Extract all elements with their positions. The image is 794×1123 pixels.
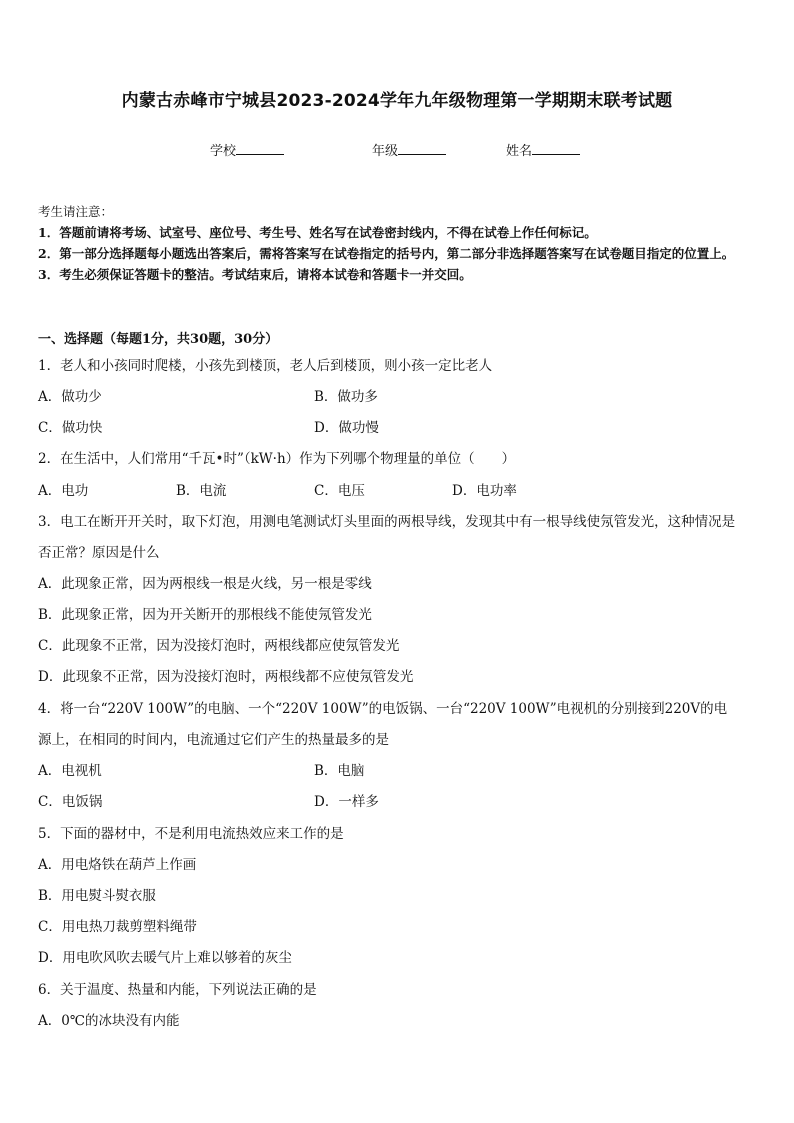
q2-option-c[interactable]: C．电压 [314, 483, 365, 499]
note-item: 1．答题前请将考场、试室号、座位号、考生号、姓名写在试卷密封线内，不得在试卷上作任何标记。 [38, 225, 597, 240]
q1-option-a[interactable]: A．做功少 [38, 389, 102, 405]
school-blank[interactable] [236, 141, 284, 155]
section-heading: 一、选择题（每题1分，共30题，30分） [38, 332, 279, 347]
q3-option-a[interactable]: A．此现象正常，因为两根线一根是火线，另一根是零线 [38, 576, 372, 592]
exam-notes [38, 201, 760, 285]
q4-option-a[interactable]: A．电视机 [38, 763, 102, 779]
q4-option-c[interactable]: C．电饭锅 [38, 794, 103, 810]
grade-label: 年级 [372, 144, 399, 159]
page-title: 内蒙古赤峰市宁城县2023-2024学年九年级物理第一学期期末联考试题 [121, 91, 673, 111]
q5-option-c[interactable]: C．用电热刀裁剪塑料绳带 [38, 919, 197, 935]
q5-option-d[interactable]: D．用电吹风吹去暖气片上难以够着的灰尘 [38, 950, 292, 966]
q5-option-a[interactable]: A．用电烙铁在葫芦上作画 [38, 857, 197, 873]
q4-option-b[interactable]: B．电脑 [314, 763, 365, 779]
school-field[interactable] [210, 140, 284, 159]
q5-option-b[interactable]: B．用电熨斗熨衣服 [38, 888, 156, 904]
question-4-stem-cont: 源上，在相同的时间内，电流通过它们产生的热量最多的是 [38, 732, 389, 748]
question-1-stem: 1．老人和小孩同时爬楼，小孩先到楼顶，老人后到楼顶，则小孩一定比老人 [38, 358, 493, 374]
grade-blank[interactable] [398, 141, 446, 155]
q1-option-c[interactable]: C．做功快 [38, 420, 103, 436]
q6-option-a[interactable]: A．0℃的冰块没有内能 [38, 1013, 180, 1029]
notes-heading: 考生请注意： [38, 204, 114, 219]
name-field[interactable] [506, 140, 580, 159]
grade-field[interactable] [372, 140, 446, 159]
note-item: 2．第一部分选择题每小题选出答案后，需将答案写在试卷指定的括号内，第二部分非选择题答案写在试卷题目指定的位置上。 [38, 246, 735, 261]
q1-option-b[interactable]: B．做功多 [314, 389, 378, 405]
q1-option-d[interactable]: D．做功慢 [314, 420, 379, 436]
school-label: 学校 [210, 144, 237, 159]
question-3-stem-cont: 否正常？原因是什么 [38, 545, 160, 561]
q2-option-a[interactable]: A．电功 [38, 483, 89, 499]
question-2-stem: 2．在生活中，人们常用“千瓦•时”（kW·h）作为下列哪个物理量的单位（ ） [38, 451, 516, 467]
q3-option-c[interactable]: C．此现象不正常，因为没接灯泡时，两根线都应使氖管发光 [38, 638, 400, 654]
question-4-stem: 4．将一台“220V 100W”的电脑、一个“220V 100W”的电饭锅、一台“220V 100W”电视机的分别接到220V的电 [38, 701, 728, 717]
q2-option-b[interactable]: B．电流 [176, 483, 227, 499]
question-3-stem: 3．电工在断开开关时，取下灯泡，用测电笔测试灯头里面的两根导线，发现其中有一根导线使氖管发光，这种情况是 [38, 514, 736, 530]
q3-option-d[interactable]: D．此现象不正常，因为没接灯泡时，两根线都不应使氖管发光 [38, 669, 414, 685]
note-item: 3．考生必须保证答题卡的整洁。考试结束后，请将本试卷和答题卡一并交回。 [38, 267, 472, 282]
q2-option-d[interactable]: D．电功率 [452, 483, 517, 499]
q4-option-d[interactable]: D．一样多 [314, 794, 379, 810]
question-6-stem: 6．关于温度、热量和内能，下列说法正确的是 [38, 982, 317, 998]
name-label: 姓名 [506, 144, 533, 159]
name-blank[interactable] [532, 141, 580, 155]
student-info-row [0, 140, 794, 160]
question-5-stem: 5．下面的器材中，不是利用电流热效应来工作的是 [38, 826, 344, 842]
q3-option-b[interactable]: B．此现象正常，因为开关断开的那根线不能使氖管发光 [38, 607, 372, 623]
